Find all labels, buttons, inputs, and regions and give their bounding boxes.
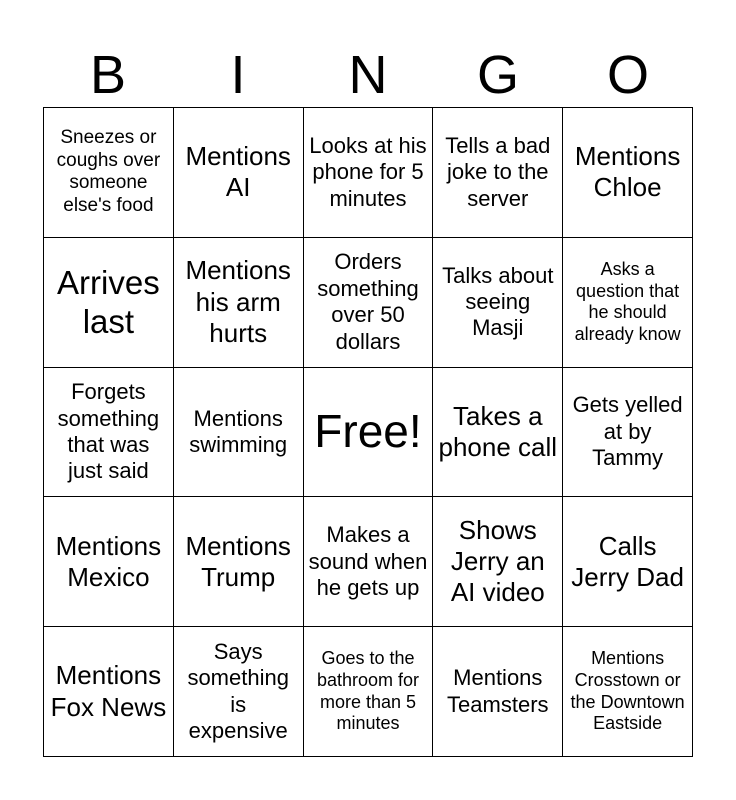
free-space[interactable] <box>304 368 434 498</box>
bingo-cell[interactable] <box>433 108 563 238</box>
cell-text: Mentions Crosstown or the Downtown Eastside <box>570 648 685 734</box>
cell-text: Says something is expensive <box>187 638 289 743</box>
cell-text: Mentions AI <box>185 141 291 203</box>
cell-text: Free! <box>314 405 422 458</box>
header-letter-o: O <box>606 45 649 105</box>
bingo-cell[interactable] <box>563 627 693 757</box>
header-letter-g: G <box>476 45 519 105</box>
header-letter-i: I <box>230 45 246 105</box>
bingo-cell[interactable] <box>174 108 304 238</box>
bingo-cell[interactable] <box>44 238 174 368</box>
bingo-cell[interactable] <box>433 368 563 498</box>
bingo-cell[interactable] <box>563 108 693 238</box>
cell-text: Mentions Teamsters <box>447 665 549 717</box>
bingo-cell[interactable] <box>174 497 304 627</box>
bingo-cell[interactable] <box>563 368 693 498</box>
cell-text: Mentions swimming <box>189 405 288 457</box>
cell-text: Arrives last <box>57 263 160 341</box>
cell-text: Looks at his phone for 5 minutes <box>309 132 427 211</box>
bingo-cell[interactable] <box>433 627 563 757</box>
bingo-cell[interactable] <box>304 238 434 368</box>
bingo-cell[interactable] <box>304 497 434 627</box>
cell-text: Gets yelled at by Tammy <box>572 392 683 471</box>
cell-text: Mentions his arm hurts <box>185 255 291 348</box>
cell-text: Mentions Fox News <box>50 660 167 722</box>
cell-text: Calls Jerry Dad <box>571 530 684 592</box>
cell-text: Orders something over 50 dollars <box>317 249 419 354</box>
cell-text: Asks a question that he should already know <box>574 259 681 344</box>
bingo-cell[interactable] <box>174 238 304 368</box>
bingo-cell[interactable] <box>304 108 434 238</box>
bingo-cell[interactable] <box>304 627 434 757</box>
cell-text: Goes to the bathroom for more than 5 minutes <box>316 648 420 734</box>
header-letter-n: N <box>348 45 388 105</box>
bingo-header <box>43 44 693 106</box>
bingo-cell[interactable] <box>44 108 174 238</box>
bingo-cell[interactable] <box>563 238 693 368</box>
bingo-cell[interactable] <box>174 627 304 757</box>
bingo-cell[interactable] <box>44 627 174 757</box>
cell-text: Takes a phone call <box>438 400 558 462</box>
cell-text: Mentions Chloe <box>574 141 681 203</box>
bingo-cell[interactable] <box>433 497 563 627</box>
bingo-cell[interactable] <box>563 497 693 627</box>
bingo-cell[interactable] <box>433 238 563 368</box>
cell-text: Shows Jerry an AI video <box>450 515 545 608</box>
cell-text: Sneezes or coughs over someone else's food <box>56 126 161 217</box>
cell-text: Forgets something that was just said <box>57 379 160 484</box>
cell-text: Makes a sound when he gets up <box>308 522 428 600</box>
header-letter-b: B <box>89 45 127 105</box>
bingo-cell[interactable] <box>44 497 174 627</box>
cell-text: Tells a bad joke to the server <box>445 132 551 211</box>
bingo-cell[interactable] <box>44 368 174 498</box>
bingo-cell[interactable] <box>174 368 304 498</box>
cell-text: Mentions Trump <box>185 530 291 592</box>
cell-text: Mentions Mexico <box>55 530 162 592</box>
cell-text: Talks about seeing Masji <box>442 262 554 341</box>
bingo-card <box>43 107 693 757</box>
